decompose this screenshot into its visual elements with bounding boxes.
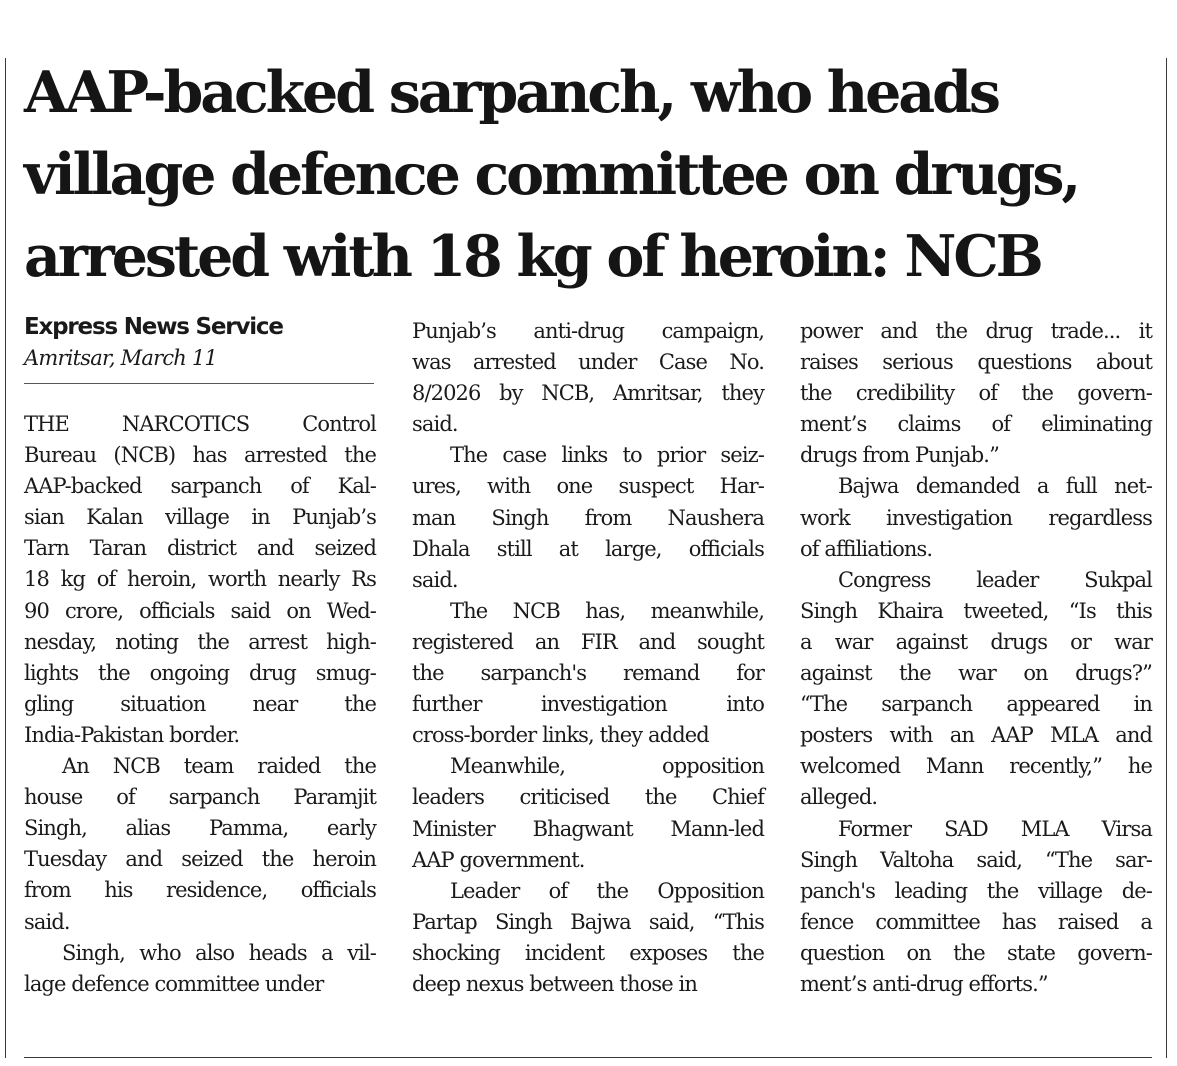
paragraph bbox=[412, 596, 764, 751]
text-line: lights the ongoing drug smug- bbox=[24, 660, 376, 685]
text-line: Singh, who also heads a vil- bbox=[62, 940, 376, 965]
text-line: 90 crore, officials said on Wed- bbox=[24, 598, 376, 623]
text-line: a war against drugs or war bbox=[800, 629, 1152, 654]
text-line: Singh Khaira tweeted, “Is this bbox=[800, 598, 1152, 623]
article-column-2 bbox=[412, 316, 764, 1000]
text-line: Singh, alias Pamma, early bbox=[24, 816, 376, 841]
text-line: house of sarpanch Paramjit bbox=[24, 785, 376, 810]
text-line: said. bbox=[412, 567, 458, 592]
text-line: against the war on drugs?” bbox=[800, 661, 1152, 686]
text-line: fence committee has raised a bbox=[800, 909, 1152, 934]
text-line: power and the drug trade... it bbox=[800, 319, 1152, 343]
text-line: posters with an AAP MLA and bbox=[800, 723, 1152, 748]
text-line: Bureau (NCB) has arrested the bbox=[24, 443, 376, 468]
text-line: AAP government. bbox=[412, 847, 585, 872]
page-border-right bbox=[1166, 58, 1167, 1058]
text-line: Minister Bhagwant Mann-led bbox=[412, 816, 764, 841]
text-line: Congress leader Sukpal bbox=[838, 567, 1152, 592]
text-line: gling situation near the bbox=[24, 691, 376, 716]
text-line: of affiliations. bbox=[800, 536, 933, 561]
text-line: AAP-backed sarpanch of Kal- bbox=[24, 474, 376, 499]
paragraph bbox=[412, 316, 764, 440]
text-line: Singh Valtoha said, “The sar- bbox=[800, 847, 1152, 872]
text-line: The case links to prior seiz- bbox=[450, 443, 764, 468]
bottom-rule bbox=[24, 1057, 1152, 1058]
paragraph bbox=[24, 409, 376, 751]
text-line: was arrested under Case No. bbox=[412, 350, 764, 375]
text-line: further investigation into bbox=[412, 692, 764, 717]
text-line: 8/2026 by NCB, Amritsar, they bbox=[412, 381, 764, 406]
text-line: The NCB has, meanwhile, bbox=[450, 598, 764, 623]
article-column-1 bbox=[24, 409, 376, 1000]
text-line: ures, with one suspect Har- bbox=[412, 474, 764, 499]
paragraph bbox=[412, 751, 764, 875]
text-line: question on the state govern- bbox=[800, 940, 1152, 965]
paragraph bbox=[800, 316, 1152, 471]
text-line: panch's leading the village de- bbox=[800, 878, 1152, 903]
paragraph bbox=[412, 876, 764, 1000]
text-line: drugs from Punjab.” bbox=[800, 443, 999, 468]
paragraph bbox=[800, 814, 1152, 1001]
text-line: Bajwa demanded a full net- bbox=[838, 474, 1152, 499]
text-line: the credibility of the govern- bbox=[800, 381, 1152, 406]
text-line: sian Kalan village in Punjab’s bbox=[24, 505, 376, 530]
text-line: India-Pakistan border. bbox=[24, 722, 240, 747]
text-line: leaders criticised the Chief bbox=[412, 785, 764, 810]
text-line: cross-border links, they added bbox=[412, 723, 709, 748]
text-line: lage defence committee under bbox=[24, 971, 324, 996]
text-line: work investigation regardless bbox=[800, 505, 1152, 530]
text-line: raises serious questions about bbox=[800, 350, 1152, 375]
text-line: the sarpanch's remand for bbox=[412, 661, 764, 686]
text-line: Punjab’s anti-drug campaign, bbox=[412, 319, 764, 343]
text-line: 18 kg of heroin, worth nearly Rs bbox=[24, 567, 376, 592]
text-line: ment’s anti-drug efforts.” bbox=[800, 971, 1048, 996]
text-line: Former SAD MLA Virsa bbox=[838, 816, 1152, 841]
dateline: Amritsar, March 11 bbox=[24, 346, 217, 370]
paragraph bbox=[800, 565, 1152, 814]
text-line: welcomed Mann recently,” he bbox=[800, 754, 1152, 779]
text-line: Tarn Taran district and seized bbox=[24, 536, 376, 561]
text-line: Dhala still at large, officials bbox=[412, 536, 764, 561]
page-border-left bbox=[5, 58, 6, 1058]
text-line: registered an FIR and sought bbox=[412, 629, 764, 654]
headline-line: AAP-backed sarpanch, who heads bbox=[24, 59, 998, 126]
text-line: ment’s claims of eliminating bbox=[800, 412, 1152, 437]
text-line: Meanwhile, opposition bbox=[450, 754, 764, 779]
text-line: man Singh from Naushera bbox=[412, 505, 764, 530]
headline-line: village defence committee on drugs, bbox=[24, 141, 1079, 208]
text-line: nesday, noting the arrest high- bbox=[24, 629, 376, 654]
text-line: Leader of the Opposition bbox=[450, 878, 764, 903]
text-line: said. bbox=[24, 909, 70, 934]
article-column-3 bbox=[800, 316, 1152, 1000]
paragraph bbox=[24, 938, 376, 1000]
paragraph bbox=[24, 751, 376, 938]
text-line: THE NARCOTICS Control bbox=[24, 412, 376, 436]
text-line: Partap Singh Bajwa said, “This bbox=[412, 909, 764, 934]
byline-divider bbox=[24, 383, 374, 384]
paragraph bbox=[412, 440, 764, 595]
text-line: “The sarpanch appeared in bbox=[800, 692, 1152, 717]
text-line: said. bbox=[412, 412, 458, 437]
text-line: Tuesday and seized the heroin bbox=[24, 847, 376, 872]
text-line: alleged. bbox=[800, 785, 878, 810]
text-line: from his residence, officials bbox=[24, 878, 376, 903]
text-line: An NCB team raided the bbox=[62, 754, 376, 779]
text-line: shocking incident exposes the bbox=[412, 940, 764, 965]
paragraph bbox=[800, 471, 1152, 564]
headline bbox=[24, 52, 1159, 298]
byline: Express News Service bbox=[24, 314, 283, 340]
headline-line: arrested with 18 kg of heroin: NCB bbox=[24, 223, 1041, 290]
text-line: deep nexus between those in bbox=[412, 971, 697, 996]
